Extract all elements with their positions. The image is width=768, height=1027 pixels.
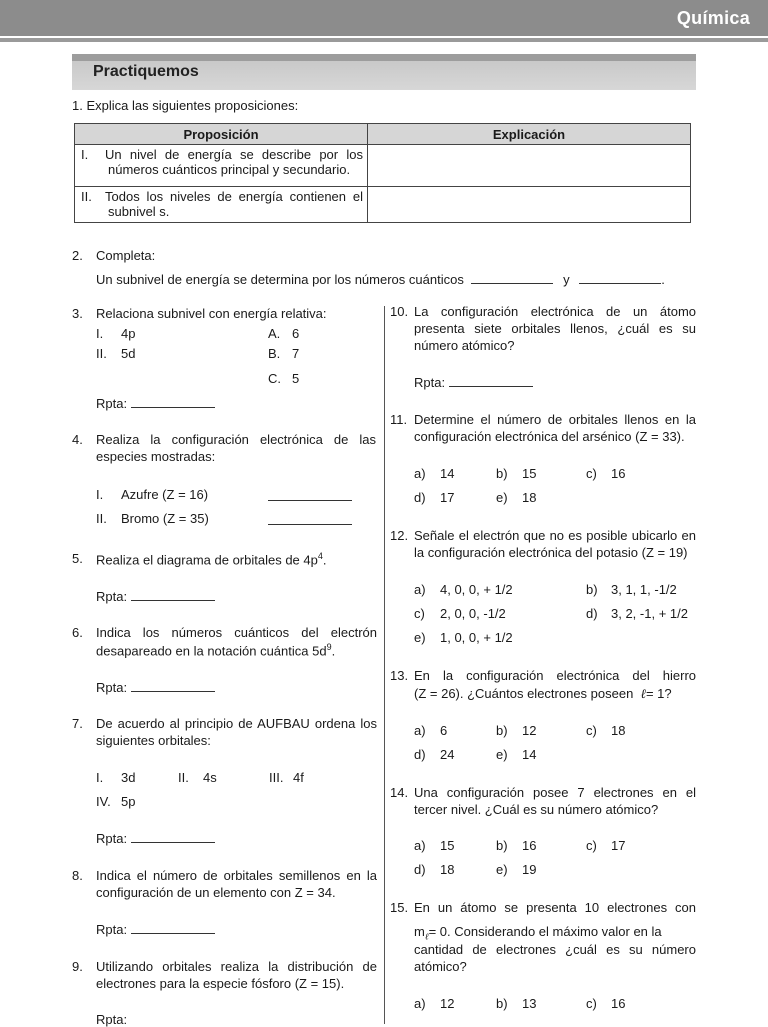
- q7-item-val: 4f: [293, 770, 304, 785]
- q15-line: En un átomo se presenta 10 electrones con: [414, 900, 696, 915]
- q15-line2: [414, 924, 662, 943]
- option-letter: d): [586, 606, 598, 621]
- q7-number: 7.: [72, 716, 83, 731]
- q2-text-line: [96, 272, 665, 287]
- option-value[interactable]: 17: [440, 490, 455, 505]
- table-cell-proposition: [75, 145, 368, 187]
- option-value[interactable]: 18: [440, 862, 455, 877]
- q3-left-val: 5d: [121, 346, 136, 361]
- option-value[interactable]: 14: [440, 466, 455, 481]
- q12-line: Señale el electrón que no es posible ubicarlo en: [414, 528, 696, 543]
- rpta-label: Rpta:: [96, 831, 128, 846]
- q2-answer-blank-1[interactable]: [471, 272, 553, 284]
- option-letter: e): [496, 747, 508, 762]
- option-letter: d): [414, 747, 426, 762]
- q15-line: = 0. Considerando el máximo valor en la: [428, 924, 662, 939]
- option-value[interactable]: 24: [440, 747, 455, 762]
- option-letter: e): [496, 862, 508, 877]
- option-value[interactable]: 6: [440, 723, 448, 738]
- q10-line: La configuración electrónica de un átomo: [414, 304, 696, 319]
- table-row: [75, 187, 691, 223]
- q2-title: Completa:: [96, 248, 156, 263]
- q5-text: Realiza el diagrama de orbitales de 4p: [96, 552, 318, 568]
- option-letter: d): [414, 490, 426, 505]
- option-value[interactable]: 13: [522, 996, 537, 1011]
- option-letter: c): [586, 466, 597, 481]
- q3-rpta: [96, 396, 215, 411]
- q5-number: 5.: [72, 551, 83, 566]
- q4-line: Realiza la configuración electrónica de las: [96, 432, 376, 447]
- option-value[interactable]: 2, 0, 0, -1/2: [440, 606, 506, 621]
- option-letter: c): [586, 838, 597, 853]
- q4-answer-blank[interactable]: [268, 513, 352, 525]
- header-rule: [0, 38, 768, 42]
- rpta-label: Rpta:: [96, 1012, 128, 1027]
- option-letter: b): [496, 838, 508, 853]
- option-value[interactable]: 1, 0, 0, + 1/2: [440, 630, 513, 645]
- option-value[interactable]: 12: [522, 723, 537, 738]
- q7-item-val: 5p: [121, 794, 136, 809]
- option-value[interactable]: 16: [611, 466, 626, 481]
- option-value[interactable]: 3, 1, 1, -1/2: [611, 582, 677, 597]
- option-value[interactable]: 17: [611, 838, 626, 853]
- q13-line: (Z = 26). ¿Cuántos electrones poseen: [414, 686, 634, 701]
- q11-line: Determine el número de orbitales llenos en la: [414, 412, 696, 427]
- q7-line: siguientes orbitales:: [96, 733, 211, 748]
- column-divider: [384, 306, 385, 1024]
- q4-item-val: Bromo (Z = 35): [121, 511, 209, 526]
- q6-rpta: [96, 680, 215, 695]
- option-letter: a): [414, 466, 426, 481]
- q9-line: Utilizando orbitales realiza la distribución de: [96, 959, 377, 974]
- option-letter: c): [414, 606, 425, 621]
- q3-number: 3.: [72, 306, 83, 321]
- q5-text-line: [96, 551, 327, 567]
- proposition-line: números cuánticos principal y secundario.: [108, 162, 351, 177]
- q6-line2: [96, 642, 335, 658]
- rpta-label: Rpta:: [414, 375, 446, 390]
- option-value[interactable]: 19: [522, 862, 537, 877]
- q8-line: configuración de un elemento con Z = 34.: [96, 885, 336, 900]
- rpta-label: Rpta:: [96, 922, 128, 937]
- q10-rpta: [414, 375, 533, 390]
- q2-end: .: [661, 272, 665, 287]
- rpta-label: Rpta:: [96, 396, 128, 411]
- q4-answer-blank[interactable]: [268, 489, 352, 501]
- q15-line: atómico?: [414, 959, 467, 974]
- q9-rpta: [96, 1012, 127, 1027]
- q6-superscript: 9: [326, 642, 332, 652]
- q7-item-num: III.: [269, 770, 284, 785]
- q6-line: desapareado en la notación cuántica 5d: [96, 643, 327, 659]
- q14-number: 14.: [390, 785, 409, 800]
- q3-right-val: 5: [292, 371, 300, 386]
- rpta-blank[interactable]: [449, 375, 533, 387]
- option-letter: b): [586, 582, 598, 597]
- option-value[interactable]: 14: [522, 747, 537, 762]
- header-bar: [0, 0, 768, 36]
- q3-right-num: B.: [268, 346, 281, 361]
- option-value[interactable]: 15: [522, 466, 537, 481]
- table-header-proposicion: Proposición: [75, 124, 368, 145]
- q3-right-val: 7: [292, 346, 300, 361]
- rpta-blank[interactable]: [131, 589, 215, 601]
- option-letter: b): [496, 466, 508, 481]
- q10-line: presenta siete orbitales llenos, ¿cuál es su: [414, 321, 696, 336]
- q5-rpta: [96, 589, 215, 604]
- q4-item-num: II.: [96, 511, 107, 526]
- q11-line: configuración electrónica del arsénico (Z = 33).: [414, 429, 685, 444]
- q3-left-num: II.: [96, 346, 107, 361]
- q6-end: .: [331, 643, 336, 659]
- proposition-line: subnivel s.: [108, 204, 170, 219]
- q7-item-num: I.: [96, 770, 104, 785]
- proposition-table: [74, 123, 691, 223]
- table-row: [75, 145, 691, 187]
- q8-number: 8.: [72, 868, 83, 883]
- q14-line: tercer nivel. ¿Cuál es su número atómico?: [414, 802, 659, 817]
- option-letter: e): [496, 490, 508, 505]
- q4-item-val: Azufre (Z = 16): [121, 487, 209, 502]
- rpta-label: Rpta:: [96, 680, 128, 695]
- option-value[interactable]: 16: [611, 996, 626, 1011]
- q14-line: Una configuración posee 7 electrones en el: [414, 785, 696, 800]
- option-letter: a): [414, 723, 426, 738]
- rpta-blank[interactable]: [131, 831, 215, 843]
- q2-text: Un subnivel de energía se determina por los números cuánticos: [96, 272, 464, 287]
- q15-number: 15.: [390, 900, 409, 915]
- q2-answer-blank-2[interactable]: [579, 272, 661, 284]
- subject-title: Química: [676, 8, 750, 28]
- option-value[interactable]: 18: [522, 490, 537, 505]
- q3-right-val: 6: [292, 326, 300, 341]
- table-cell-proposition: [75, 187, 368, 223]
- q15-m-sub: ℓ: [424, 932, 429, 943]
- q1-prompt: 1. Explica las siguientes proposiciones:: [72, 98, 299, 113]
- q10-number: 10.: [390, 304, 409, 319]
- option-letter: c): [586, 996, 597, 1011]
- q4-item-num: I.: [96, 487, 104, 502]
- q8-line: Indica el número de orbitales semillenos en la: [96, 868, 377, 883]
- row-number: II.: [81, 189, 92, 204]
- q4-line: especies mostradas:: [96, 449, 216, 464]
- table-header-explicacion: Explicación: [368, 124, 691, 145]
- q11-number: 11.: [390, 412, 408, 427]
- q7-item-num: II.: [178, 770, 189, 785]
- rpta-label: Rpta:: [96, 589, 128, 604]
- option-letter: a): [414, 838, 426, 853]
- option-letter: c): [586, 723, 597, 738]
- option-value[interactable]: 15: [440, 838, 455, 853]
- q9-line: electrones para la especie fósforo (Z = 15).: [96, 976, 345, 991]
- q4-number: 4.: [72, 432, 83, 447]
- q13-line: = 1?: [645, 686, 672, 701]
- option-letter: a): [414, 582, 426, 597]
- option-letter: e): [414, 630, 426, 645]
- option-value[interactable]: 3, 2, -1, + 1/2: [611, 606, 688, 621]
- q3-right-num: A.: [268, 326, 281, 341]
- q7-rpta: [96, 831, 215, 846]
- option-letter: a): [414, 996, 426, 1011]
- section-title: Practiquemos: [93, 63, 199, 80]
- q7-item-val: 4s: [203, 770, 217, 785]
- rpta-blank[interactable]: [131, 680, 215, 692]
- q12-line: la configuración electrónica del potasio (Z = 19): [414, 545, 688, 560]
- rpta-blank[interactable]: [131, 396, 215, 408]
- option-value[interactable]: 12: [440, 996, 455, 1011]
- q15-line: cantidad de electrones ¿cuál es su número: [414, 942, 696, 957]
- q12-number: 12.: [390, 528, 409, 543]
- option-letter: b): [496, 996, 508, 1011]
- q7-item-val: 3d: [121, 770, 136, 785]
- q2-conjunction: y: [563, 272, 570, 287]
- q9-number: 9.: [72, 959, 83, 974]
- proposition-line: Un nivel de energía se describe por los: [105, 147, 363, 162]
- q13-line: En la configuración electrónica del hierro: [414, 668, 696, 683]
- q7-line: De acuerdo al principio de AUFBAU ordena los: [96, 716, 377, 731]
- table-cell-explanation[interactable]: [368, 145, 691, 187]
- q5-superscript: 4: [317, 551, 323, 561]
- q15-m: m: [414, 924, 425, 939]
- q3-left-num: I.: [96, 326, 104, 341]
- q3-left-val: 4p: [121, 326, 136, 341]
- q3-text: Relaciona subnivel con energía relativa:: [96, 306, 327, 321]
- q3-right-num: C.: [268, 371, 281, 386]
- proposition-line: Todos los niveles de energía contienen el: [105, 189, 363, 204]
- q6-number: 6.: [72, 625, 83, 640]
- table-cell-explanation[interactable]: [368, 187, 691, 223]
- q2-number: 2.: [72, 248, 83, 263]
- rpta-blank[interactable]: [131, 922, 215, 934]
- q10-line: número atómico?: [414, 338, 515, 353]
- option-value[interactable]: 4, 0, 0, + 1/2: [440, 582, 513, 597]
- q6-line: Indica los números cuánticos del electrón: [96, 625, 377, 640]
- q13-l-symbol: ℓ: [640, 687, 646, 702]
- q13-line2: [414, 686, 672, 702]
- option-value[interactable]: 18: [611, 723, 626, 738]
- q13-number: 13.: [390, 668, 409, 683]
- q7-item-num: IV.: [96, 794, 111, 809]
- option-value[interactable]: 16: [522, 838, 537, 853]
- q8-rpta: [96, 922, 215, 937]
- q5-end: .: [322, 552, 327, 568]
- row-number: I.: [81, 147, 89, 162]
- option-letter: b): [496, 723, 508, 738]
- option-letter: d): [414, 862, 426, 877]
